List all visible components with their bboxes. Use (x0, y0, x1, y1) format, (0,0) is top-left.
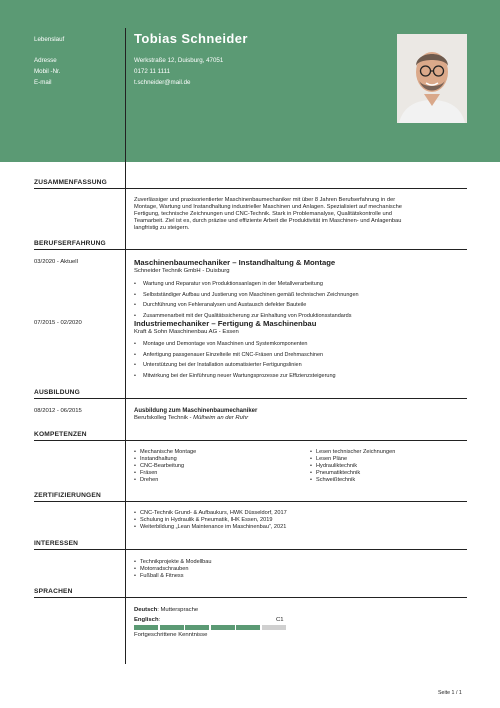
list-item: • Instandhaltung (134, 456, 196, 463)
list-item: • Lesen technischer Zeichnungen (310, 449, 395, 456)
list-item: • Lesen Pläne (310, 456, 395, 463)
language-native (134, 607, 198, 613)
list-item: • Montage und Demontage von Maschinen und Systemkomponenten (134, 341, 469, 352)
language-level: C1 (276, 617, 284, 623)
mobile-value: 0172 11 1111 (134, 68, 171, 75)
education-date: 08/2012 - 06/2015 (34, 408, 82, 414)
education-school (134, 415, 248, 421)
language-separator: : (158, 617, 161, 623)
skills-left (134, 449, 196, 484)
list-item: • Unterstützung bei der Installation automatisierter Fertigungslinien (134, 362, 469, 373)
job-company: Schneider Technik GmbH - Duisburg (134, 268, 230, 274)
language-desc: Fortgeschrittene Kenntnisse (134, 632, 208, 638)
summary-line: Zuverlässiger und praxisorientierter Maschinenbaumechaniker mit über 8 Jahren Berufserfahrung in der (134, 197, 396, 203)
section-experience: BERUFSERFAHRUNG (34, 240, 106, 247)
summary-text (134, 197, 464, 232)
language-name: Deutsch (134, 607, 158, 613)
list-item: • Motorradschrauben (134, 566, 212, 573)
section-summary: ZUSAMMENFASSUNG (34, 179, 107, 186)
school-name: Berufskolleg Technik - (134, 415, 194, 421)
summary-line: Teamarbeit. Ziel ist es, durch präzise und effiziente Arbeit die Produktivität im Maschinen- und Anlagenbau (134, 218, 402, 224)
list-item: • Fräsen (134, 470, 196, 477)
job-title: Maschinenbaumechaniker – Instandhaltung & Montage (134, 258, 336, 267)
list-item: • Selbstständiger Aufbau und Justierung von Maschinen gemäß technischen Zeichnungen (134, 292, 469, 303)
list-item: • Hydrauliktechnik (310, 463, 395, 470)
level-bar-empty (262, 625, 286, 630)
divider (34, 597, 467, 598)
level-bar-filled (134, 625, 158, 630)
summary-line: langfristig zu steigern. (134, 225, 190, 231)
section-skills: KOMPETENZEN (34, 431, 87, 438)
section-languages: SPRACHEN (34, 588, 73, 595)
address-label: Adresse (34, 57, 57, 64)
divider (34, 501, 467, 502)
level-bar-filled (160, 625, 184, 630)
list-item: • CNC-Bearbeitung (134, 463, 196, 470)
list-item: • Fußball & Fitness (134, 573, 212, 580)
summary-line: Fertigung, technische Zeichnungen und CNC-Technik. Stark in Problemanalyse, Qualitätskontrolle und (134, 211, 392, 217)
education-title: Ausbildung zum Maschinenbaumechaniker (134, 408, 258, 414)
mobile-label: Mobil -Nr. (34, 68, 61, 75)
divider (34, 188, 467, 189)
divider (34, 440, 467, 441)
list-item: • Wartung und Reparatur von Produktionsanlagen in der Metallverarbeitung (134, 281, 469, 292)
list-item: • Pneumatiktechnik (310, 470, 395, 477)
skills-right (310, 449, 395, 484)
section-education: AUSBILDUNG (34, 389, 80, 396)
summary-line: Montage, Wartung und Instandhaltung industrieller Maschinen und Anlagen. Spezialisiert auf mechanische (134, 204, 402, 210)
interests-list (134, 559, 212, 580)
job-duties (134, 281, 469, 324)
section-interests: INTERESSEN (34, 540, 79, 547)
level-bar-filled (185, 625, 209, 630)
list-item: • Zusammenarbeit mit der Qualitätssicherung zur Einhaltung von Produktionsstandards (134, 313, 469, 324)
language-level: : Muttersprache (157, 607, 199, 613)
list-item: • Technikprojekte & Modellbau (134, 559, 212, 566)
school-place: Mülheim an der Ruhr (193, 415, 249, 421)
level-bar-filled (211, 625, 235, 630)
list-item: • Mitwirkung bei der Einführung neuer Wartungsprozesse zur Effizienzsteigerung (134, 373, 469, 384)
candidate-name: Tobias Schneider (134, 31, 248, 46)
email-label: E-mail (34, 79, 52, 86)
list-item: • Schulung in Hydraulik & Pneumatik, IHK Essen, 2019 (134, 517, 287, 524)
divider (34, 249, 467, 250)
list-item: • CNC-Technik Grund- & Aufbaukurs, HWK Düsseldorf, 2017 (134, 510, 287, 517)
divider (34, 549, 467, 550)
list-item: • Anfertigung passgenauer Einzelteile mit CNC-Fräsen und Drehmaschinen (134, 352, 469, 363)
list-item: • Drehen (134, 477, 196, 484)
certifications-list (134, 510, 287, 531)
job-date: 07/2015 - 02/2020 (34, 320, 82, 326)
list-item: • Schweißtechnik (310, 477, 395, 484)
email-value: t.schneider@mail.de (134, 79, 191, 86)
cv-label: Lebenslauf (34, 36, 65, 43)
profile-photo (397, 34, 467, 123)
language-foreign (134, 617, 160, 623)
list-item: • Weiterbildung „Lean Maintenance im Maschinenbau“, 2021 (134, 524, 287, 531)
vertical-divider (125, 28, 126, 664)
address-value: Werkstraße 12, Duisburg, 47051 (134, 57, 224, 64)
language-name: Englisch (134, 617, 159, 623)
page-number: Seite 1 / 1 (438, 690, 462, 696)
job-company: Kraft & Sohn Maschinenbau AG - Essen (134, 329, 239, 335)
job-duties (134, 341, 469, 384)
job-date: 03/2020 - Aktuell (34, 259, 78, 265)
level-bar-filled (236, 625, 260, 630)
list-item: • Durchführung von Fehleranalysen und Austausch defekter Bauteile (134, 302, 469, 313)
section-certifications: ZERTIFIZIERUNGEN (34, 492, 101, 499)
divider (34, 398, 467, 399)
job-title: Industriemechaniker – Fertigung & Maschinenbau (134, 319, 317, 328)
list-item: • Mechanische Montage (134, 449, 196, 456)
